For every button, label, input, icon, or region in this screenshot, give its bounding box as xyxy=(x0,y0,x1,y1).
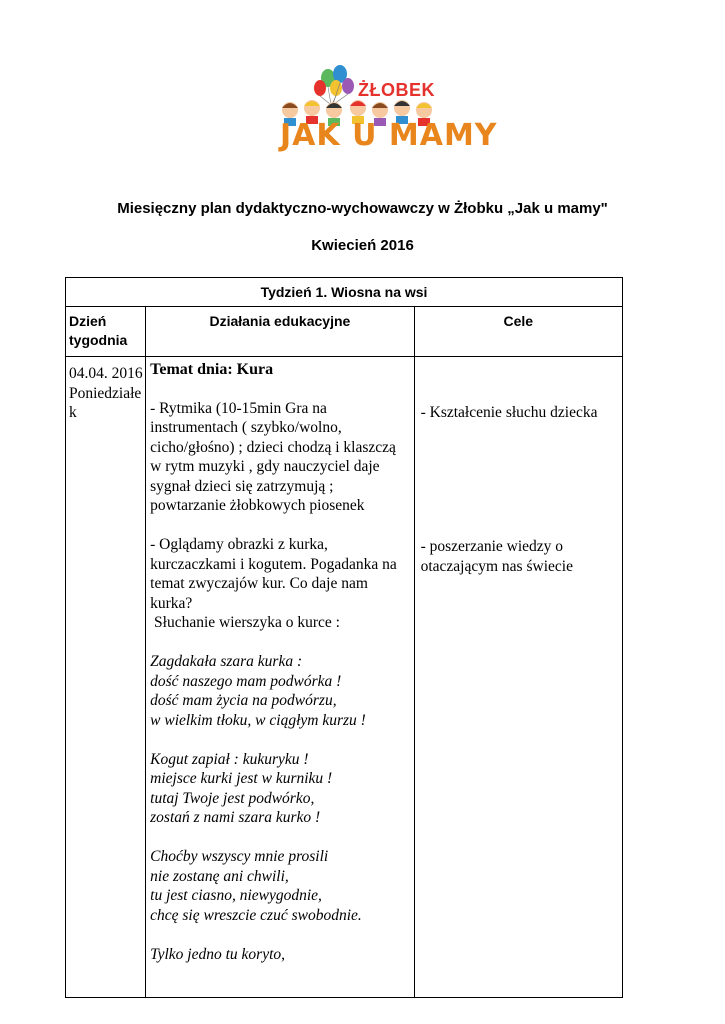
poem-line: w wielkim tłoku, w ciągłym kurzu ! xyxy=(150,711,366,729)
activity-pictures: - Oglądamy obrazki z kurka, kurczaczkami i kogutem. Pogadanka na temat zwyczajów kur. Co daje nam kurka? xyxy=(150,536,397,612)
poem-line: Choćby wszyscy mnie prosili xyxy=(150,848,329,865)
table-row xyxy=(66,357,623,998)
poem-line: nie zostanę ani chwili, xyxy=(150,867,289,885)
week-title: Tydzień 1. Wiosna na wsi xyxy=(66,278,623,307)
document-title: Miesięczny plan dydaktyczno-wychowawczy w Żłobku „Jak u mamy" xyxy=(117,200,608,217)
header-goals: Cele xyxy=(414,307,622,357)
day-topic: Temat dnia: Kura xyxy=(150,361,274,378)
poem-line: dość naszego mam podwórka ! xyxy=(150,672,342,690)
logo-line1: ŻŁOBEK xyxy=(358,80,435,100)
plan-table xyxy=(65,277,623,998)
goal-hearing: - Kształcenie słuchu dziecka xyxy=(420,404,598,421)
poem-line: tu jest ciasno, niewygodnie, xyxy=(150,887,322,904)
activity-poem-intro: Słuchanie wierszyka o kurce : xyxy=(150,614,340,631)
poem-line: tutaj Twoje jest podwórko, xyxy=(150,789,315,807)
month-title: Kwiecień 2016 xyxy=(311,237,414,254)
poem-line: Tylko jedno tu koryto, xyxy=(150,945,286,963)
day-cell: 04.04. 2016 Poniedziałek xyxy=(66,357,146,998)
goals-cell xyxy=(414,357,622,998)
activities-cell xyxy=(146,357,414,998)
logo-line2: JAK U MAMY xyxy=(280,118,498,153)
header-activities: Działania edukacyjne xyxy=(146,307,414,357)
poem-line: miejsce kurki jest w kurniku ! xyxy=(150,770,333,787)
poem-line: Kogut zapiał : kukuryku ! xyxy=(150,750,309,768)
poem-line: chcę się wreszcie czuć swobodnie. xyxy=(150,906,362,924)
poem-line: Zagdakała szara kurka : xyxy=(150,653,303,670)
poem-line: dość mam życia na podwórzu, xyxy=(150,692,337,709)
header-day: Dzień tygodnia xyxy=(66,307,146,357)
poem-line: zostań z nami szara kurko ! xyxy=(150,809,321,826)
activity-rhythm: - Rytmika (10-15min Gra na instrumentach ( szybko/wolno, cicho/głośno) ; dzieci chodzą i klaszczą w rytm muzyki , gdy nauczyciel daje sygnał dzieci się zatrzymują ; powtarzanie żłobkowych piosenek xyxy=(150,399,396,514)
goal-knowledge: - poszerzanie wiedzy o otaczającym nas świecie xyxy=(420,538,573,575)
